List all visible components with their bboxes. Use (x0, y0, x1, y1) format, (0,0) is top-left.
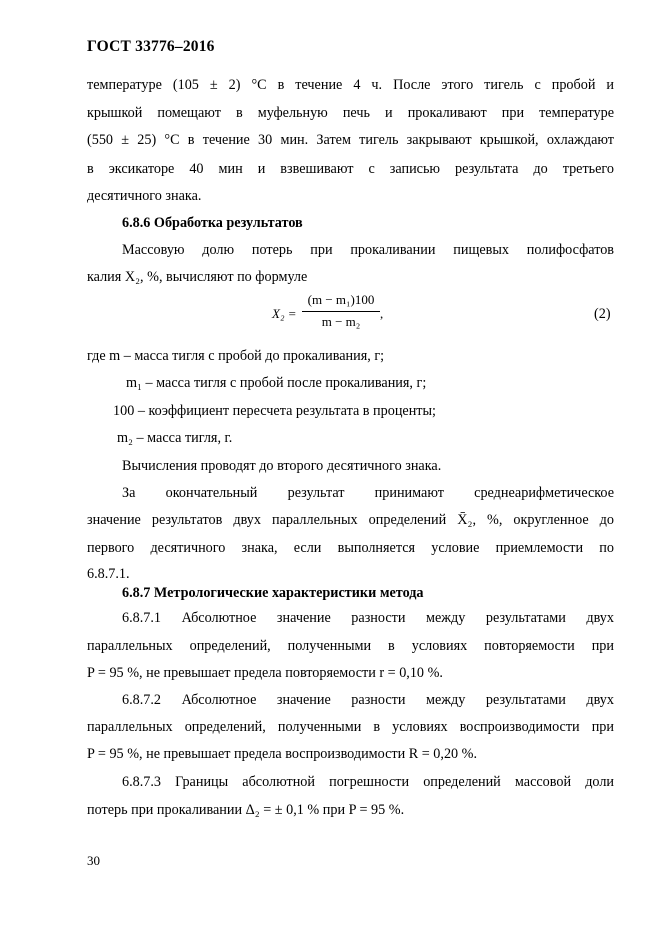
paragraph-line: 6.8.7.1. (87, 566, 130, 582)
standard-header: ГОСТ 33776–2016 (87, 38, 215, 55)
paragraph-line: значение результатов двух параллельных определений X̄₂, %, округленное до (87, 512, 614, 528)
variable-definition: m₂ – масса тигля, г. (117, 430, 233, 446)
paragraph-line: P = 95 %, не превышает предела повторяемости r = 0,10 %. (87, 665, 443, 681)
paragraph-line: крышкой помещают в муфельную печь и прокаливают при температуре (87, 105, 614, 121)
variable-definition: где m – масса тигля с пробой до прокаливания, г; (87, 348, 385, 364)
fraction-bar (302, 311, 380, 312)
paragraph-line: температуре (105 ± 2) °C в течение 4 ч. После этого тигель с пробой и (87, 77, 614, 93)
formula-comma: , (380, 306, 384, 321)
variable-definition: m₁ – масса тигля с пробой после прокаливания, г; (126, 375, 427, 391)
paragraph-line: 6.8.7.3 Границы абсолютной погрешности определений массовой доли (122, 774, 614, 790)
formula-lhs: X₂ = (272, 306, 297, 321)
paragraph-line: Вычисления проводят до второго десятичного знака. (122, 458, 442, 474)
paragraph-line: первого десятичного знака, если выполняется условие приемлемости по (87, 540, 614, 556)
formula-numerator: (m − m₁)100 (307, 292, 375, 307)
formula-2 (268, 292, 398, 336)
paragraph-line: параллельных определений, полученными в условиях воспроизводимости при (87, 719, 614, 735)
paragraph-line: (550 ± 25) °C в течение 30 мин. Затем тигель закрывают крышкой, охлаждают (87, 132, 614, 148)
paragraph-line: За окончательный результат принимают среднеарифметическое (122, 485, 614, 501)
paragraph-line: 6.8.7.1 Абсолютное значение разности между результатами двух (122, 610, 614, 626)
page-number: 30 (87, 853, 100, 868)
formula-denominator: m − m₂ (321, 314, 361, 329)
paragraph-line: Массовую долю потерь при прокаливании пищевых полифосфатов (122, 242, 614, 258)
paragraph-line: десятичного знака. (87, 188, 202, 204)
section-heading-6-8-7: 6.8.7 Метрологические характеристики метода (122, 585, 424, 601)
paragraph-line: в эксикаторе 40 мин и взвешивают с записью результата до третьего (87, 161, 614, 177)
formula-fraction (302, 292, 380, 330)
equation-number: (2) (594, 306, 611, 322)
paragraph-line: потерь при прокаливании Δ₂ = ± 0,1 % при P = 95 %. (87, 802, 405, 818)
section-heading-6-8-6: 6.8.6 Обработка результатов (122, 215, 303, 231)
paragraph-line: 6.8.7.2 Абсолютное значение разности между результатами двух (122, 692, 614, 708)
paragraph-line: калия X₂, %, вычисляют по формуле (87, 269, 308, 285)
variable-definition: 100 – коэффициент пересчета результата в проценты; (113, 403, 436, 419)
paragraph-line: параллельных определений, полученными в условиях повторяемости при (87, 638, 614, 654)
paragraph-line: P = 95 %, не превышает предела воспроизводимости R = 0,20 %. (87, 746, 478, 762)
